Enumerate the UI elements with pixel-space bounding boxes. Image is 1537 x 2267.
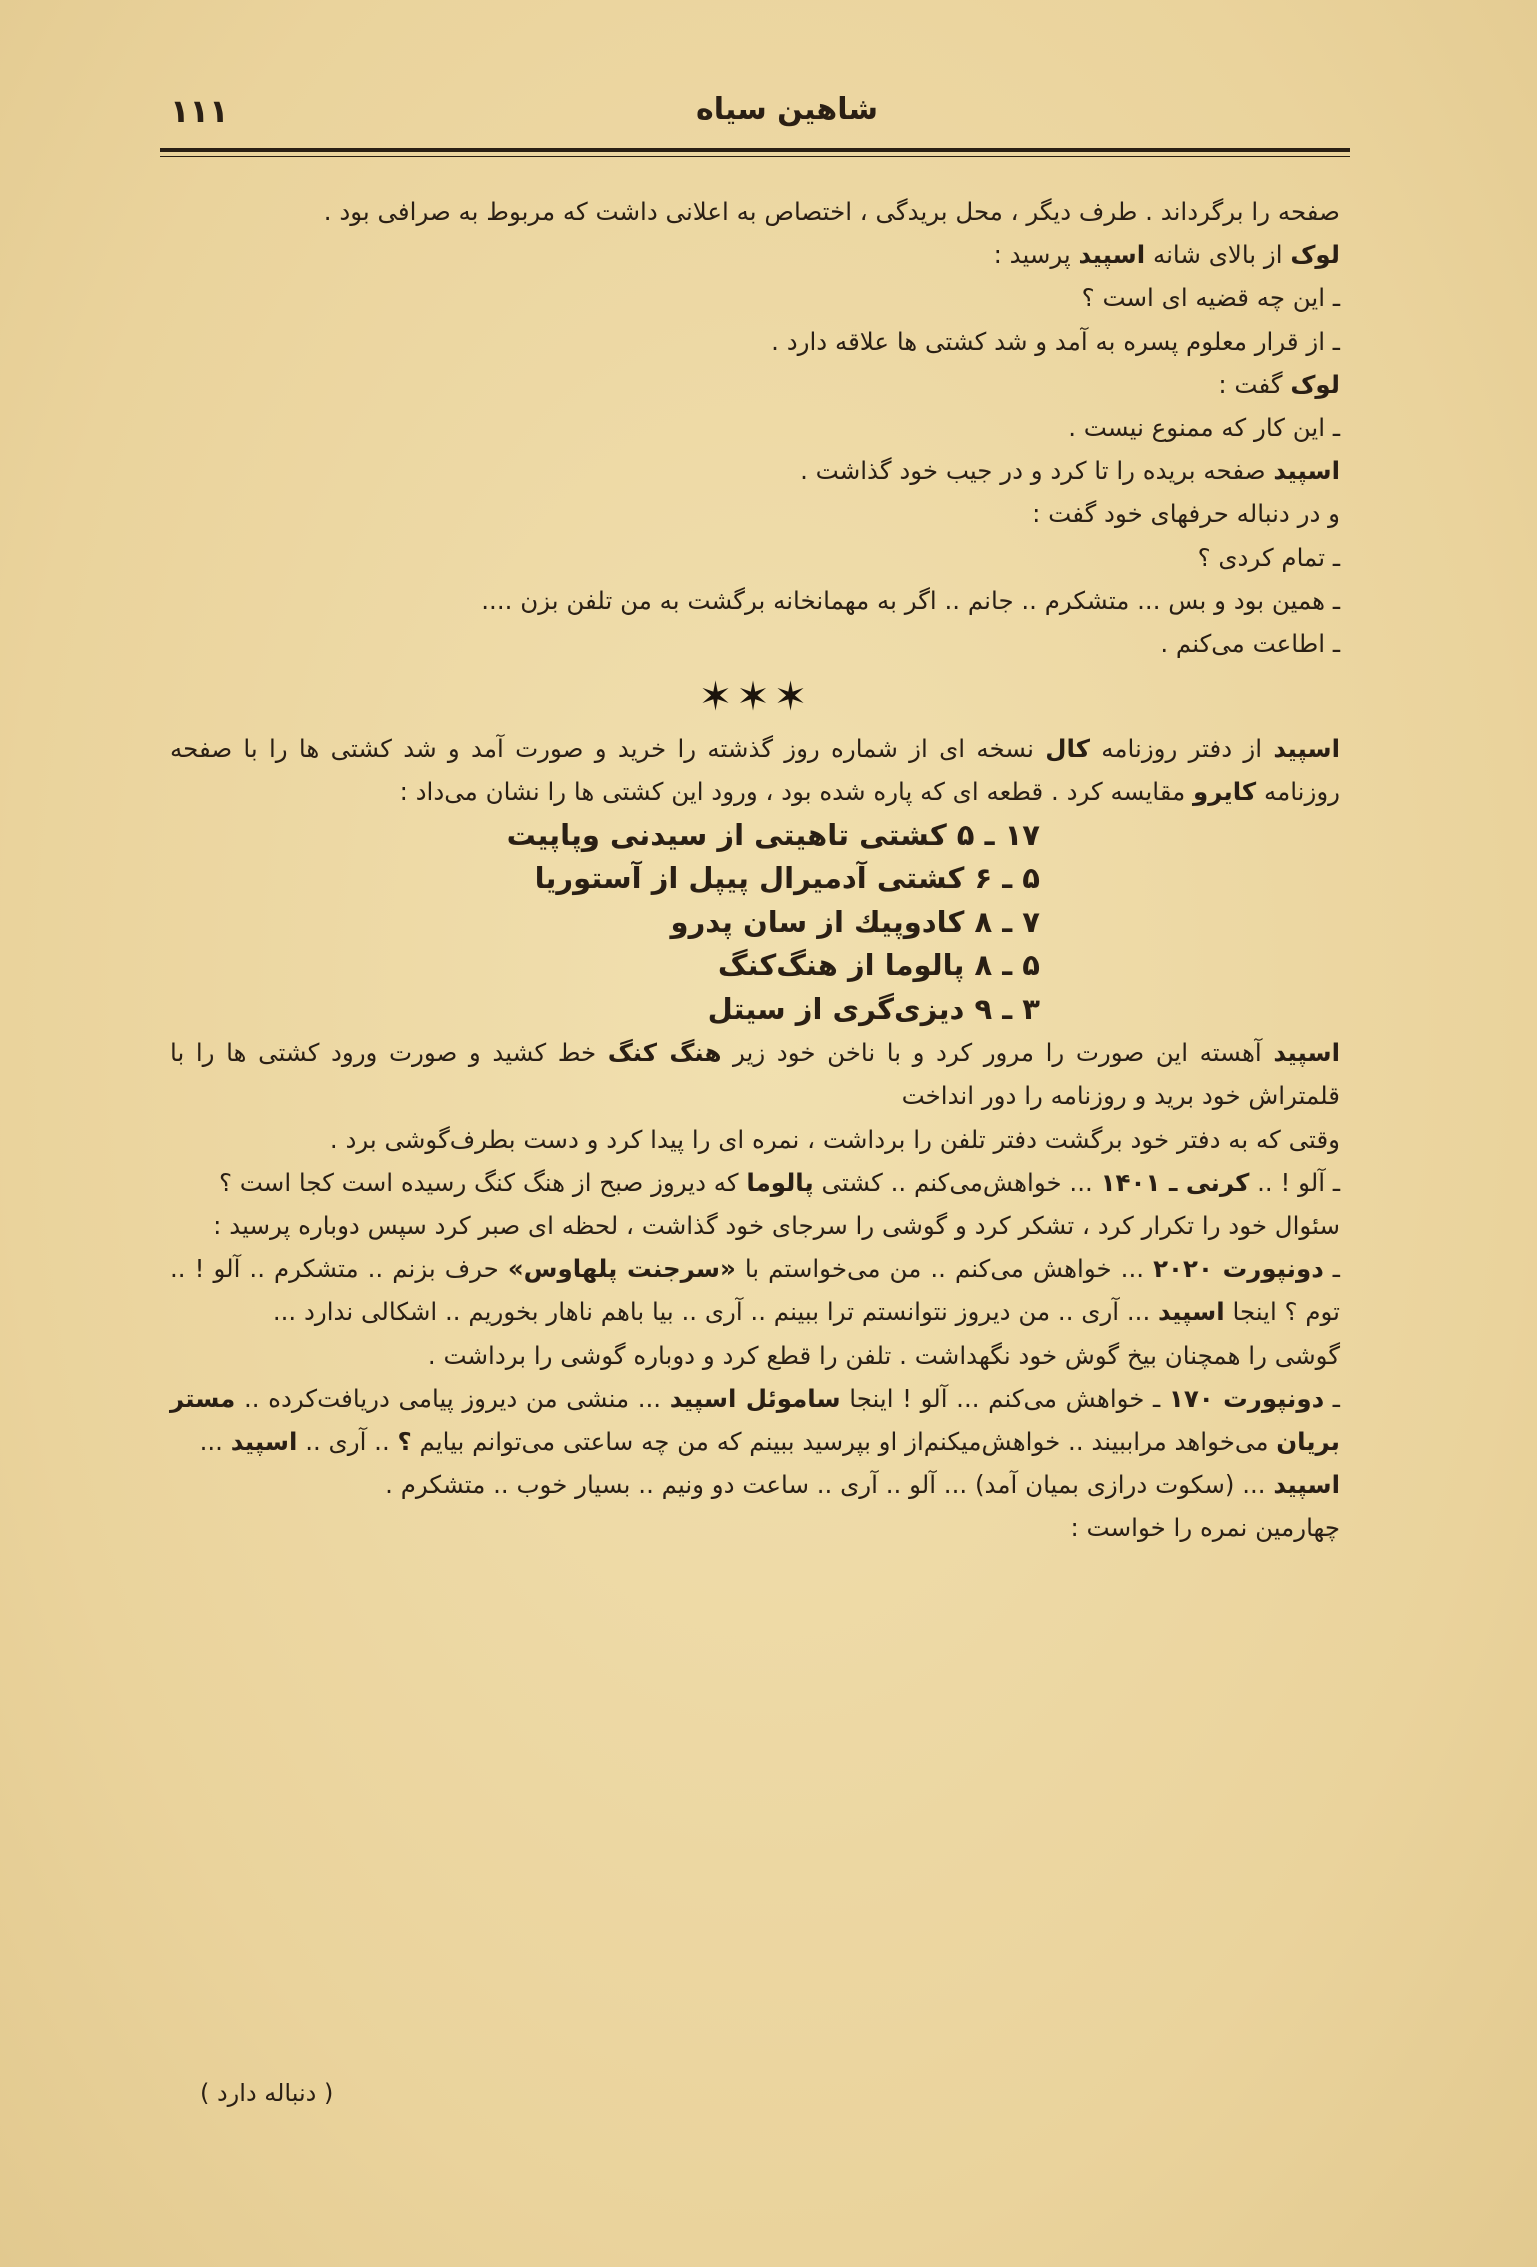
bold-name: کال [1045,734,1090,764]
text-run: ... خواهش می‌کنم .. من می‌خواستم با [735,1254,1154,1284]
page-number: ۱۱۱ [170,92,229,130]
text-run: ... خواهش‌می‌کنم .. کشتی [813,1167,1101,1197]
ship-arrivals-list [170,814,1340,1032]
section-one [170,190,1340,665]
text-run: ... منشی من دیروز پیامی دریافت‌کرده .. [235,1383,670,1413]
ship-arrival-line: ۵ ـ ۸ پالوما از هنگ‌کنگ [717,948,1040,983]
text-run: صفحه بریده را تا کرد و در جیب خود گذاشت . [800,456,1274,486]
text-run: صفحه را برگرداند . طرف دیگر ، محل بریدگی ، اختصاص به اعلانی داشت که مربوط به صرافی بود . [323,197,1340,226]
section-three [170,1031,1340,1549]
text-run: ـ [1323,1254,1340,1284]
bold-name: اسپید [1273,1470,1340,1500]
text-run: سئوال خود را تکرار کرد ، تشکر کرد و گوشی را سرجای خود گذاشت ، لحظه ای صبر کرد سپس دوباره پرسید : [213,1210,1340,1240]
text-run: آهسته این صورت را مرور کرد و با ناخن خود زیر [721,1038,1274,1068]
bold-name: دونپورت ۲۰۲۰ [1153,1254,1324,1284]
text-run: چهارمین نمره را خواست : [1070,1513,1340,1543]
text-run: گوشی را همچنان بیخ گوش خود نگهداشت . تلفن را قطع کرد و دوباره گوشی را برداشت . [427,1340,1340,1370]
bold-name: مستر بریان [170,1383,1340,1456]
paragraph [170,1506,1340,1549]
paragraph [170,1247,1340,1333]
paragraph [170,622,1340,665]
text-run: وقتی که به دفتر خود برگشت دفتر تلفن را برداشت ، نمره ای را پیدا کرد و دست بطرف‌گوشی برد . [329,1124,1340,1154]
text-run: ... (سکوت درازی بمیان آمد) ... آلو .. آری .. ساعت دو ونیم .. بسیار خوب .. متشکرم . [385,1470,1274,1500]
paragraph [170,1377,1340,1463]
ship-arrival-line: ۵ ـ ۶ کشتی آدمیرال پیپل از آستوریا [534,861,1040,896]
bold-name: ؟ [397,1426,412,1456]
paragraph [170,1334,1340,1377]
bold-name: کرنی ـ ۱۴۰۱ [1100,1167,1250,1197]
bold-name: دونپورت ۱۷۰ [1168,1383,1325,1413]
text-run: ـ این کار که ممنوع نیست . [1068,413,1340,443]
text-run: نسخه ای از شماره روز گذشته را خرید و صورت آمد و شد کشتی ها را با صفحه روزنامه [170,734,1340,807]
paragraph [170,406,1340,449]
section-two [170,727,1340,813]
body-text [170,190,1340,1550]
paragraph [170,492,1340,535]
bold-name: لوک [1290,369,1340,399]
paragraph [170,449,1340,492]
bold-name: پالوما [746,1167,814,1197]
text-run: ـ همین بود و بس ... متشکرم .. جانم .. اگر به مهمانخانه برگشت به من تلفن بزن .... [481,585,1340,615]
bold-name: اسپید [230,1426,298,1456]
paragraph [170,363,1340,406]
text-run: ـ خواهش می‌کنم ... آلو ! اینجا [840,1383,1169,1413]
page-header [158,92,1348,142]
paragraph [170,1031,1340,1117]
bold-name: اسپید [1273,734,1341,764]
paragraph [170,1161,1340,1204]
text-run: ـ از قرار معلوم پسره به آمد و شد کشتی ها علاقه دارد . [771,326,1340,356]
bold-name: کایرو [1193,777,1257,807]
bold-name: اسپید [1078,240,1146,270]
continued-note: ( دنباله دارد ) [200,2079,334,2107]
text-run: ... آری .. من دیروز نتوانستم ترا ببینم .. آری .. بیا باهم ناهار بخوریم .. اشکالی ندارد ... [272,1297,1159,1327]
paragraph [170,233,1340,276]
text-run: از دفتر روزنامه [1090,734,1274,764]
paragraph [170,1463,1340,1506]
ship-arrival-line: ۱۷ ـ ۵ کشتی تاهیتی از سیدنی وپاپیت [506,817,1040,852]
paragraph [170,536,1340,579]
paragraph [170,276,1340,319]
text-run: ... [199,1426,231,1456]
paragraph [170,1118,1340,1161]
paragraph [170,579,1340,622]
bold-name: هنگ کنگ [607,1038,722,1068]
text-run: ـ آلو ! .. [1249,1167,1340,1197]
bold-name: «سرجنت پلهاوس» [507,1254,736,1284]
bold-name: اسپید [1273,1038,1340,1068]
text-run: می‌خواهد مراببیند .. خواهش‌میکنم‌از او بپرسید ببینم که من چه ساعتی می‌توانم بیایم [411,1426,1277,1456]
ship-arrival-line: ۷ ـ ۸ کادوپیك از سان پدرو [670,904,1040,939]
header-rule-thin [160,156,1350,157]
text-run: و در دنباله حرفهای خود گفت : [1032,499,1340,529]
text-run: گفت : [1218,369,1291,399]
paragraph [170,320,1340,363]
text-run: خط کشید و صورت ورود کشتی ها را با قلمتراش خود برید و روزنامه را دور انداخت [170,1038,1340,1111]
text-run: ـ تمام کردی ؟ [1197,542,1340,572]
text-run: حرف بزنم .. متشکرم .. آلو ! .. توم ؟ اینجا [170,1254,1340,1327]
paragraph [170,727,1340,813]
section-break-stars: ✶✶✶ [698,674,812,721]
ship-arrival-line: ۳ ـ ۹ دیزی‌گری از سیتل [707,991,1040,1026]
text-run: پرسید : [993,240,1079,270]
text-run: .. آری .. [297,1426,398,1456]
header-rule-thick [160,148,1350,152]
paragraph [170,190,1340,233]
text-run: ـ اطاعت می‌کنم . [1160,629,1340,659]
bold-name: اسپید [1158,1297,1225,1327]
running-title: شاهین سیاه [696,92,878,127]
bold-name: لوک [1290,240,1340,270]
bold-name: اسپید [1273,456,1340,486]
text-run: مقایسه کرد . قطعه ای که پاره شده بود ، ورود این کشتی ها را نشان می‌داد : [399,777,1194,807]
text-run: ـ این چه قضیه ای است ؟ [1081,283,1340,313]
text-run: که دیروز صبح از هنگ کنگ رسیده است کجا است ؟ [218,1167,747,1197]
text-run: از بالای شانه [1145,240,1291,270]
bold-name: ساموئل اسپید [669,1383,841,1413]
text-run: ـ [1324,1383,1340,1413]
paragraph [170,1204,1340,1247]
